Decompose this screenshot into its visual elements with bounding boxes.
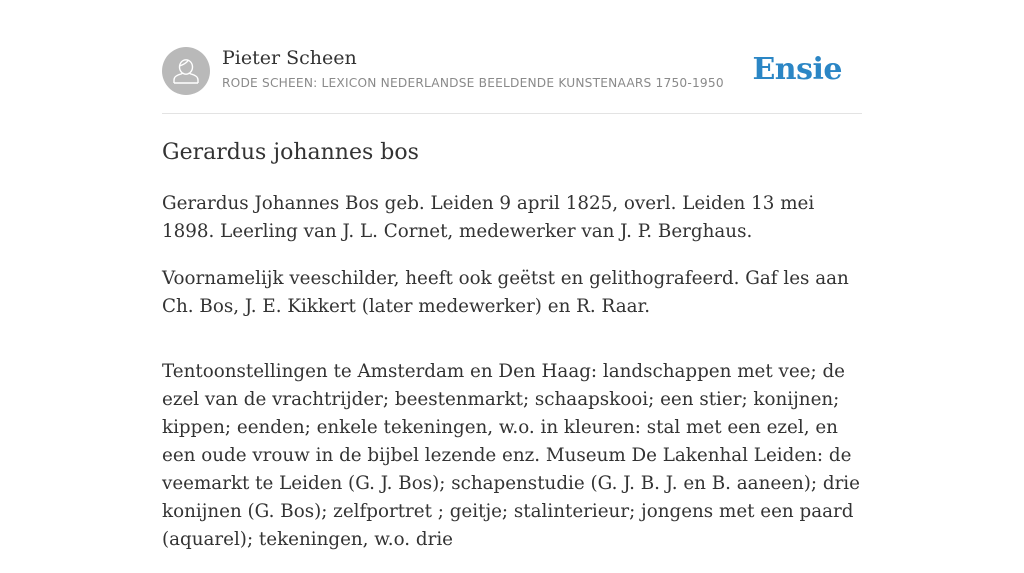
article-paragraph: Voornamelijk veeschilder, heeft ook geëtst en gelithografeerd. Gaf les aan Ch. Bos, J. E. Kikkert (later medewerker) en R. Raar. [162, 268, 849, 317]
article-title: Gerardus johannes bos [162, 140, 419, 165]
user-icon [162, 47, 210, 95]
article-header [162, 46, 862, 96]
article-paragraph: Tentoonstellingen te Amsterdam en Den Haag: landschappen met vee; de ezel van de vrachtrijder; beestenmarkt; schaapskooi; een stier; konijnen; kippen; eenden; enkele tekeningen, w.o. in kleuren: stal met een ezel, en een oude vrouw in de bijbel lezende enz. Museum De Lakenhal Leiden: de veemarkt te Leiden (G. J. Bos); schapenstudie (G. J. B. J. en B. aaneen); drie konijnen (G. Bos); zelfportret ; geitje; stalinterieur; jongens met een paard (aquarel); tekeningen, w.o. drie [162, 361, 860, 550]
ensie-logo[interactable]: Ensie [752, 52, 842, 87]
source-title[interactable]: RODE SCHEEN: LEXICON NEDERLANDSE BEELDENDE KUNSTENAARS 1750-1950 [222, 76, 724, 90]
author-avatar[interactable] [162, 47, 210, 95]
article-body [162, 190, 867, 573]
header-divider [162, 113, 862, 114]
article-paragraph: Gerardus Johannes Bos geb. Leiden 9 april 1825, overl. Leiden 13 mei 1898. Leerling van J. L. Cornet, medewerker van J. P. Berghaus. [162, 193, 815, 242]
author-name[interactable]: Pieter Scheen [222, 47, 357, 69]
